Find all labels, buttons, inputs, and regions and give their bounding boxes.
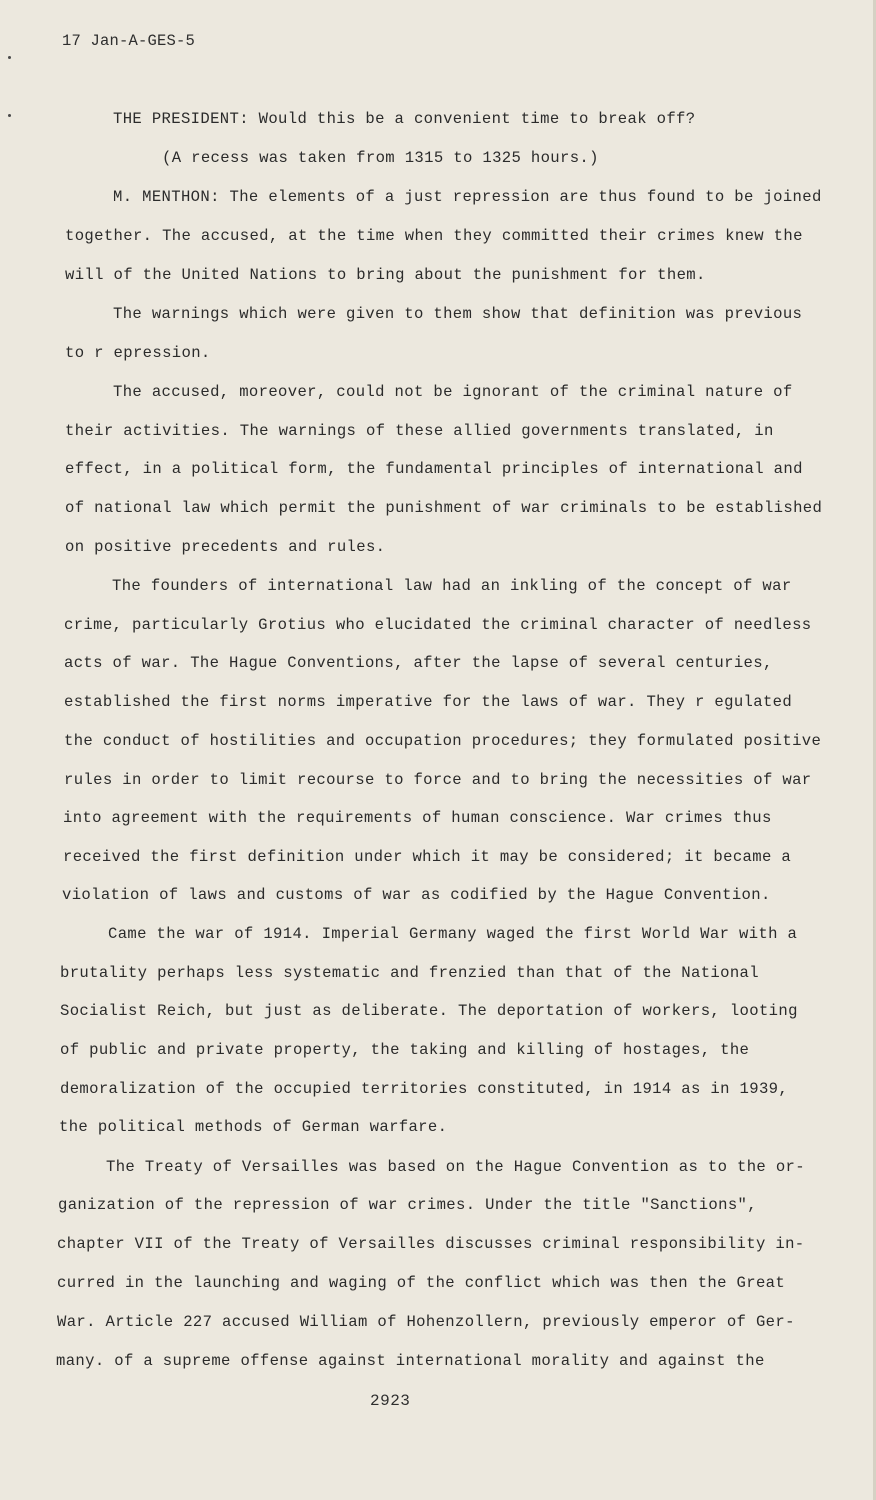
text-line: on positive precedents and rules. — [65, 538, 386, 556]
text-line: The founders of international law had an inkling of the concept of war — [112, 577, 792, 595]
text-line: established the first norms imperative for the laws of war. They r egulated — [64, 693, 793, 711]
page-edge-mark — [8, 114, 11, 117]
text-line: Came the war of 1914. Imperial Germany waged the first World War with a — [108, 925, 798, 943]
text-line: into agreement with the requirements of human conscience. War crimes thus — [63, 809, 772, 827]
text-line: of public and private property, the taking and killing of hostages, the — [60, 1041, 750, 1059]
text-line: the conduct of hostilities and occupation procedures; they formulated positive — [64, 732, 822, 750]
text-line: ganization of the repression of war crimes. Under the title "Sanctions", — [58, 1196, 757, 1214]
text-line: demoralization of the occupied territories constituted, in 1914 as in 1939, — [60, 1080, 789, 1098]
text-line: received the first definition under which it may be considered; it became a — [63, 848, 792, 866]
text-line: THE PRESIDENT: Would this be a convenient time to break off? — [113, 110, 696, 128]
page-number: 2923 — [370, 1392, 411, 1410]
text-line: together. The accused, at the time when they committed their crimes knew the — [65, 227, 803, 245]
text-line: The warnings which were given to them show that definition was previous — [113, 305, 803, 323]
text-line: effect, in a political form, the fundamental principles of international and — [65, 460, 803, 478]
text-line: acts of war. The Hague Conventions, after the lapse of several centuries, — [64, 654, 773, 672]
text-line: M. MENTHON: The elements of a just repression are thus found to be joined — [113, 188, 822, 206]
text-line: violation of laws and customs of war as codified by the Hague Convention. — [62, 886, 771, 904]
text-line: their activities. The warnings of these allied governments translated, in — [65, 422, 774, 440]
text-line: crime, particularly Grotius who elucidated the criminal character of needless — [64, 616, 812, 634]
text-line: the political methods of German warfare. — [59, 1118, 448, 1136]
text-line: The accused, moreover, could not be ignorant of the criminal nature of — [113, 383, 793, 401]
text-line: The Treaty of Versailles was based on the Hague Convention as to the or- — [106, 1158, 805, 1176]
text-line: many. of a supreme offense against international morality and against the — [56, 1352, 765, 1370]
page-edge-mark — [8, 56, 11, 59]
text-line: brutality perhaps less systematic and frenzied than that of the National — [60, 964, 759, 982]
document-reference: 17 Jan-A-GES-5 — [62, 32, 196, 50]
text-line: of national law which permit the punishment of war criminals to be established — [65, 499, 823, 517]
text-line: curred in the launching and waging of the conflict which was then the Great — [57, 1274, 786, 1292]
text-line: rules in order to limit recourse to force and to bring the necessities of war — [64, 771, 812, 789]
text-line: Socialist Reich, but just as deliberate. The deportation of workers, looting — [60, 1002, 798, 1020]
text-line: (A recess was taken from 1315 to 1325 hours.) — [162, 149, 599, 167]
text-line: to r epression. — [65, 344, 211, 362]
text-line: will of the United Nations to bring about the punishment for them. — [65, 266, 706, 284]
text-line: War. Article 227 accused William of Hohenzollern, previously emperor of Ger- — [57, 1313, 795, 1331]
text-line: chapter VII of the Treaty of Versailles discusses criminal responsibility in- — [57, 1235, 805, 1253]
